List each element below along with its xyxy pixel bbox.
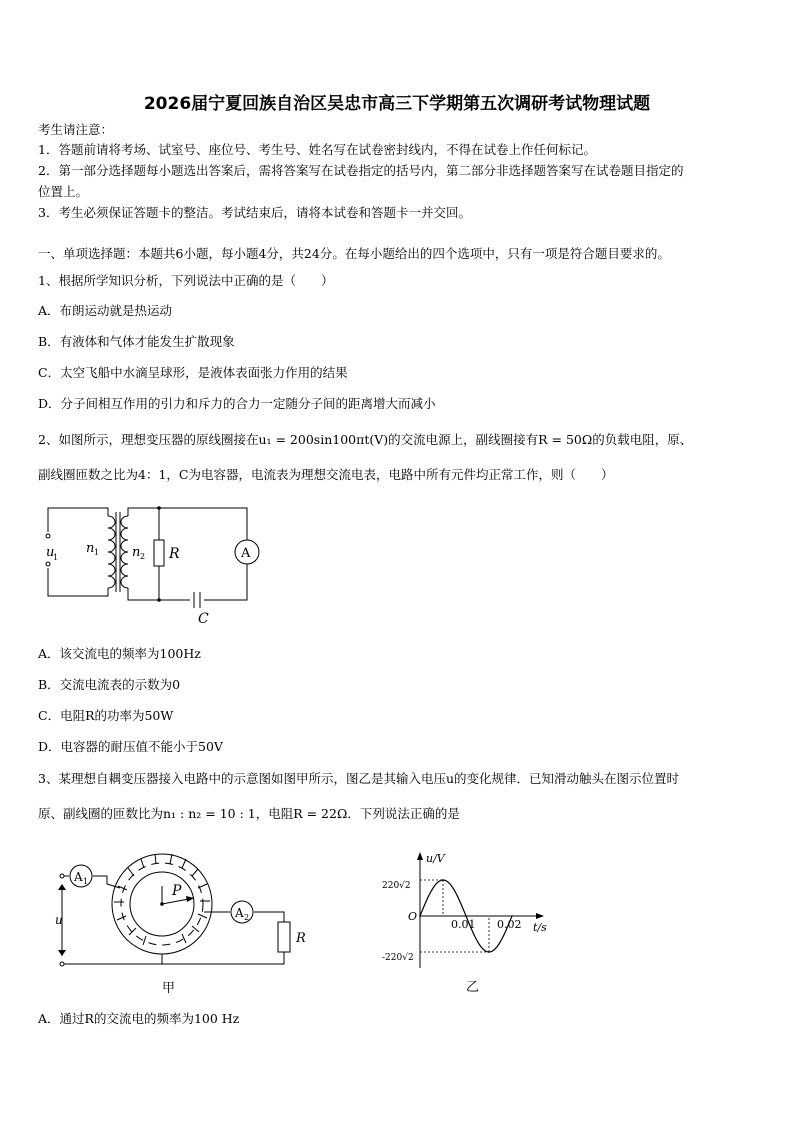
q3-autotransformer-figure — [52, 846, 312, 998]
q3-stem-line2: 原、副线圈的匝数比为n₁ : n₂ = 10 : 1，电阻R = 22Ω．下列说法正确的是 — [38, 806, 460, 821]
resistor-r-label: R — [296, 931, 306, 946]
q1-option-a: A．布朗运动就是热运动 — [38, 303, 173, 318]
q3-stem-line1: 3、某理想自耦变压器接入电路中的示意图如图甲所示，图乙是其输入电压u的变化规律．已知滑动触头在图示位置时 — [38, 771, 680, 786]
q1-option-d: D．分子间相互作用的引力和斥力的合力一定随分子间的距离增大而减小 — [38, 396, 436, 411]
ammeter-label: A — [241, 546, 251, 561]
capacitor-label: C — [198, 611, 209, 627]
notice-item-2-cont: 位置上。 — [38, 184, 89, 199]
x-axis-label: t/s — [533, 921, 547, 934]
ammeter-a2-label: A — [235, 906, 244, 920]
q2-option-a: A．该交流电的频率为100Hz — [38, 646, 201, 661]
section-heading: 一、单项选择题：本题共6小题，每小题4分，共24分。在每小题给出的四个选项中，只有一项是符合题目要求的。 — [38, 246, 670, 261]
curve-point — [488, 951, 490, 953]
n2-subscript: 2 — [140, 552, 146, 561]
n1-subscript: 1 — [94, 548, 100, 557]
notice-item-3: 3．考生必须保证答题卡的整洁。考试结束后，请将本试卷和答题卡一并交回。 — [38, 205, 471, 220]
n1-label: n — [86, 541, 95, 556]
notice-heading: 考生请注意： — [38, 122, 114, 137]
x-tick-001: 0.01 — [451, 918, 476, 931]
q2-circuit-figure — [38, 498, 268, 630]
page-title: 2026届宁夏回族自治区吴忠市高三下学期第五次调研考试物理试题 — [143, 94, 651, 114]
n2-label: n — [132, 545, 141, 560]
q3-voltage-chart — [380, 848, 560, 998]
q3-option-a: A．通过R的交流电的频率为100 Hz — [38, 1011, 240, 1026]
x-tick-002: 0.02 — [497, 918, 522, 931]
q1-stem: 1、根据所学知识分析，下列说法中正确的是（ ） — [38, 273, 334, 288]
notice-item-2: 2．第一部分选择题每小题选出答案后，需将答案写在试卷指定的括号内，第二部分非选择题答案写在试卷题目指定的 — [38, 163, 684, 178]
curve-point — [442, 879, 444, 881]
q2-option-d: D．电容器的耐压值不能小于50V — [38, 739, 223, 754]
voltage-u-label: u — [55, 913, 63, 927]
q2-option-c: C．电阻R的功率为50W — [38, 708, 174, 723]
u1-label: u — [46, 545, 55, 560]
y-axis-arrow — [417, 852, 423, 860]
x-axis-arrow — [536, 913, 544, 919]
curve-point — [465, 915, 467, 917]
q1-option-c: C．太空飞船中水滴呈球形，是液体表面张力作用的结果 — [38, 365, 348, 380]
y-axis-label: u/V — [426, 852, 445, 865]
q2-stem-line1: 2、如图所示，理想变压器的原线圈接在u₁ = 200sin100πt(V)的交流电源上，副线圈接有R = 50Ω的负载电阻，原、 — [38, 432, 693, 447]
curve-point — [419, 915, 421, 917]
q2-option-b: B．交流电流表的示数为0 — [38, 677, 181, 692]
q2-stem-line2: 副线圈匝数之比为4：1，C为电容器，电流表为理想交流电表，电路中所有元件均正常工作，则（ ） — [38, 467, 614, 482]
ammeter-a1-subscript: 1 — [83, 877, 89, 886]
q1-option-b: B．有液体和气体才能发生扩散现象 — [38, 334, 235, 349]
figure-yi-caption: 乙 — [466, 980, 480, 995]
u1-subscript: 1 — [53, 553, 59, 562]
figure-jia-caption: 甲 — [162, 981, 176, 996]
ammeter-a2-subscript: 2 — [244, 913, 250, 922]
curve-point — [511, 915, 513, 917]
ammeter-a1-label: A — [74, 870, 83, 884]
y-tick-min: -220√2 — [382, 953, 414, 963]
y-tick-max: 220√2 — [382, 881, 411, 891]
slider-p-label: P — [172, 883, 182, 899]
origin-label: O — [408, 910, 418, 923]
resistor-label: R — [169, 546, 180, 562]
notice-item-1: 1．答题前请将考场、试室号、座位号、考生号、姓名写在试卷密封线内，不得在试卷上作任何标记。 — [38, 142, 596, 157]
